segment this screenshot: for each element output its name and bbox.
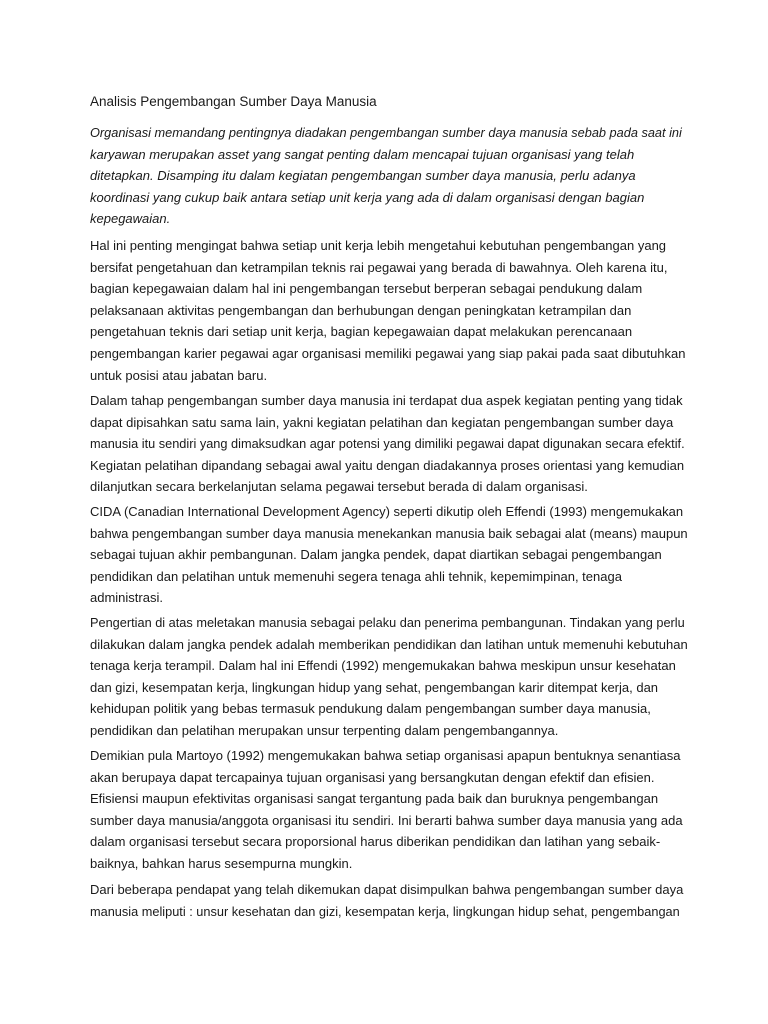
text-line: pengembangan karier pegawai agar organisasi memiliki pegawai yang siap pakai pada saat dibutuhkan <box>90 345 686 361</box>
text-line: sebagai tujuan akhir pembangunan. Dalam jangka pendek, dapat diartikan sebagai pengembangan <box>90 547 662 563</box>
text-line: sumber daya manusia/anggota organisasi itu sendiri. Ini berarti bahwa sumber daya manusia yang ada <box>90 812 683 828</box>
text-line: manusia meliputi : unsur kesehatan dan gizi, kesempatan kerja, lingkungan hidup sehat, pengembangan <box>90 903 680 919</box>
text-line: dapat dipisahkan satu sama lain, yakni kegiatan pelatihan dan kegiatan pengembangan sumber daya <box>90 414 674 430</box>
text-line: kehidupan politik yang bebas termasuk pendukung dalam pengembangan sumber daya manusia, <box>90 701 651 717</box>
text-line: karyawan merupakan asset yang sangat penting dalam mencapai tujuan organisasi yang telah <box>90 146 635 162</box>
text-line: Pengertian di atas meletakan manusia sebagai pelaku dan penerima pembangunan. Tindakan yang perlu <box>90 615 685 630</box>
text-line: kepegawaian. <box>90 211 171 227</box>
paragraph <box>90 612 690 742</box>
text-line: untuk posisi atau jabatan baru. <box>90 367 268 383</box>
text-line: dilakukan dalam jangka pendek adalah memberikan pendidikan dan latihan untuk memenuhi kebutuhan <box>90 636 688 652</box>
text-line: CIDA (Canadian International Development Agency) seperti dikutip oleh Effendi (1993) mengemukakan <box>90 504 684 519</box>
text-line: pendidikan dan pelatihan merupakan unsur terpenting dalam pengembangannya. <box>90 722 559 738</box>
text-line: pengetahuan teknis dari setiap unit kerja, bagian kepegawaian dapat melakukan perencanaan <box>90 324 633 340</box>
text-line: Organisasi memandang pentingnya diadakan pengembangan sumber daya manusia sebab pada saat ini <box>90 125 682 140</box>
paragraph <box>90 501 690 609</box>
paragraph <box>90 235 690 386</box>
text-line: baiknya, bahkan harus sesempurna mungkin. <box>90 855 353 871</box>
text-line: Kegiatan pelatihan dipandang sebagai awal yaitu dengan diadakannya proses orientasi yang kemudian <box>90 457 685 473</box>
text-line: akan berupaya dapat tercapainya tujuan organisasi yang bersangkutan dengan efektif dan efisien. <box>90 769 655 785</box>
text-line: pelaksanaan aktivitas pengembangan dan berhubungan dengan peningkatan ketrampilan dan <box>90 302 632 318</box>
text-line: ditetapkan. Disamping itu dalam kegiatan pengembangan sumber daya manusia, perlu adanya <box>90 168 636 184</box>
text-line: dalam organisasi tersebut secara proporsional harus diberikan pendidikan dan latihan yang sebaik- <box>90 834 661 850</box>
text-line: dan gizi, kesempatan kerja, lingkungan hidup yang sehat, pengembangan karir ditempat kerja, dan <box>90 679 659 695</box>
text-line: administrasi. <box>90 590 163 606</box>
text-line: pendidikan dan pelatihan untuk memenuhi segera tenaga ahli tehnik, kepemimpinan, tenaga <box>90 568 622 584</box>
text-line: koordinasi yang cukup baik antara setiap unit kerja yang ada di dalam organisasi dengan bagian <box>90 189 645 205</box>
text-line: bahwa pengembangan sumber daya manusia menekankan manusia baik sebagai alat (means) maupun <box>90 525 688 541</box>
text-line: dilanjutkan secara berkelanjutan selama pegawai tersebut berada di dalam organisasi. <box>90 479 588 495</box>
text-line: bagian kepegawaian dalam hal ini pengembangan tersebut berperan sebagai pendukung dalam <box>90 281 643 297</box>
text-line: Dalam tahap pengembangan sumber daya manusia ini terdapat dua aspek kegiatan penting yang tidak <box>90 393 683 408</box>
text-line: manusia itu sendiri yang dimaksudkan agar potensi yang dimiliki pegawai dapat digunakan secara efektif. <box>90 436 685 452</box>
paragraph <box>90 879 690 922</box>
document-title: Analisis Pengembangan Sumber Daya Manusia <box>90 94 377 109</box>
text-line: tenaga kerja terampil. Dalam hal ini Effendi (1992) mengemukakan bahwa meskipun unsur kesehatan <box>90 658 676 674</box>
text-line: bersifat pengetahuan dan ketrampilan teknis rai pegawai yang berada di bawahnya. Oleh karena itu, <box>90 259 668 275</box>
text-line: Efisiensi maupun efektivitas organisasi sangat tergantung pada baik dan buruknya pengembangan <box>90 791 659 807</box>
paragraph <box>90 390 690 498</box>
text-line: Hal ini penting mengingat bahwa setiap unit kerja lebih mengetahui kebutuhan pengembangan yang <box>90 238 667 253</box>
text-line: Demikian pula Martoyo (1992) mengemukakan bahwa setiap organisasi apapun bentuknya senantiasa <box>90 748 681 763</box>
text-line: Dari beberapa pendapat yang telah dikemukan dapat disimpulkan bahwa pengembangan sumber daya <box>90 882 684 897</box>
paragraph <box>90 745 690 875</box>
paragraph-intro <box>90 122 690 230</box>
